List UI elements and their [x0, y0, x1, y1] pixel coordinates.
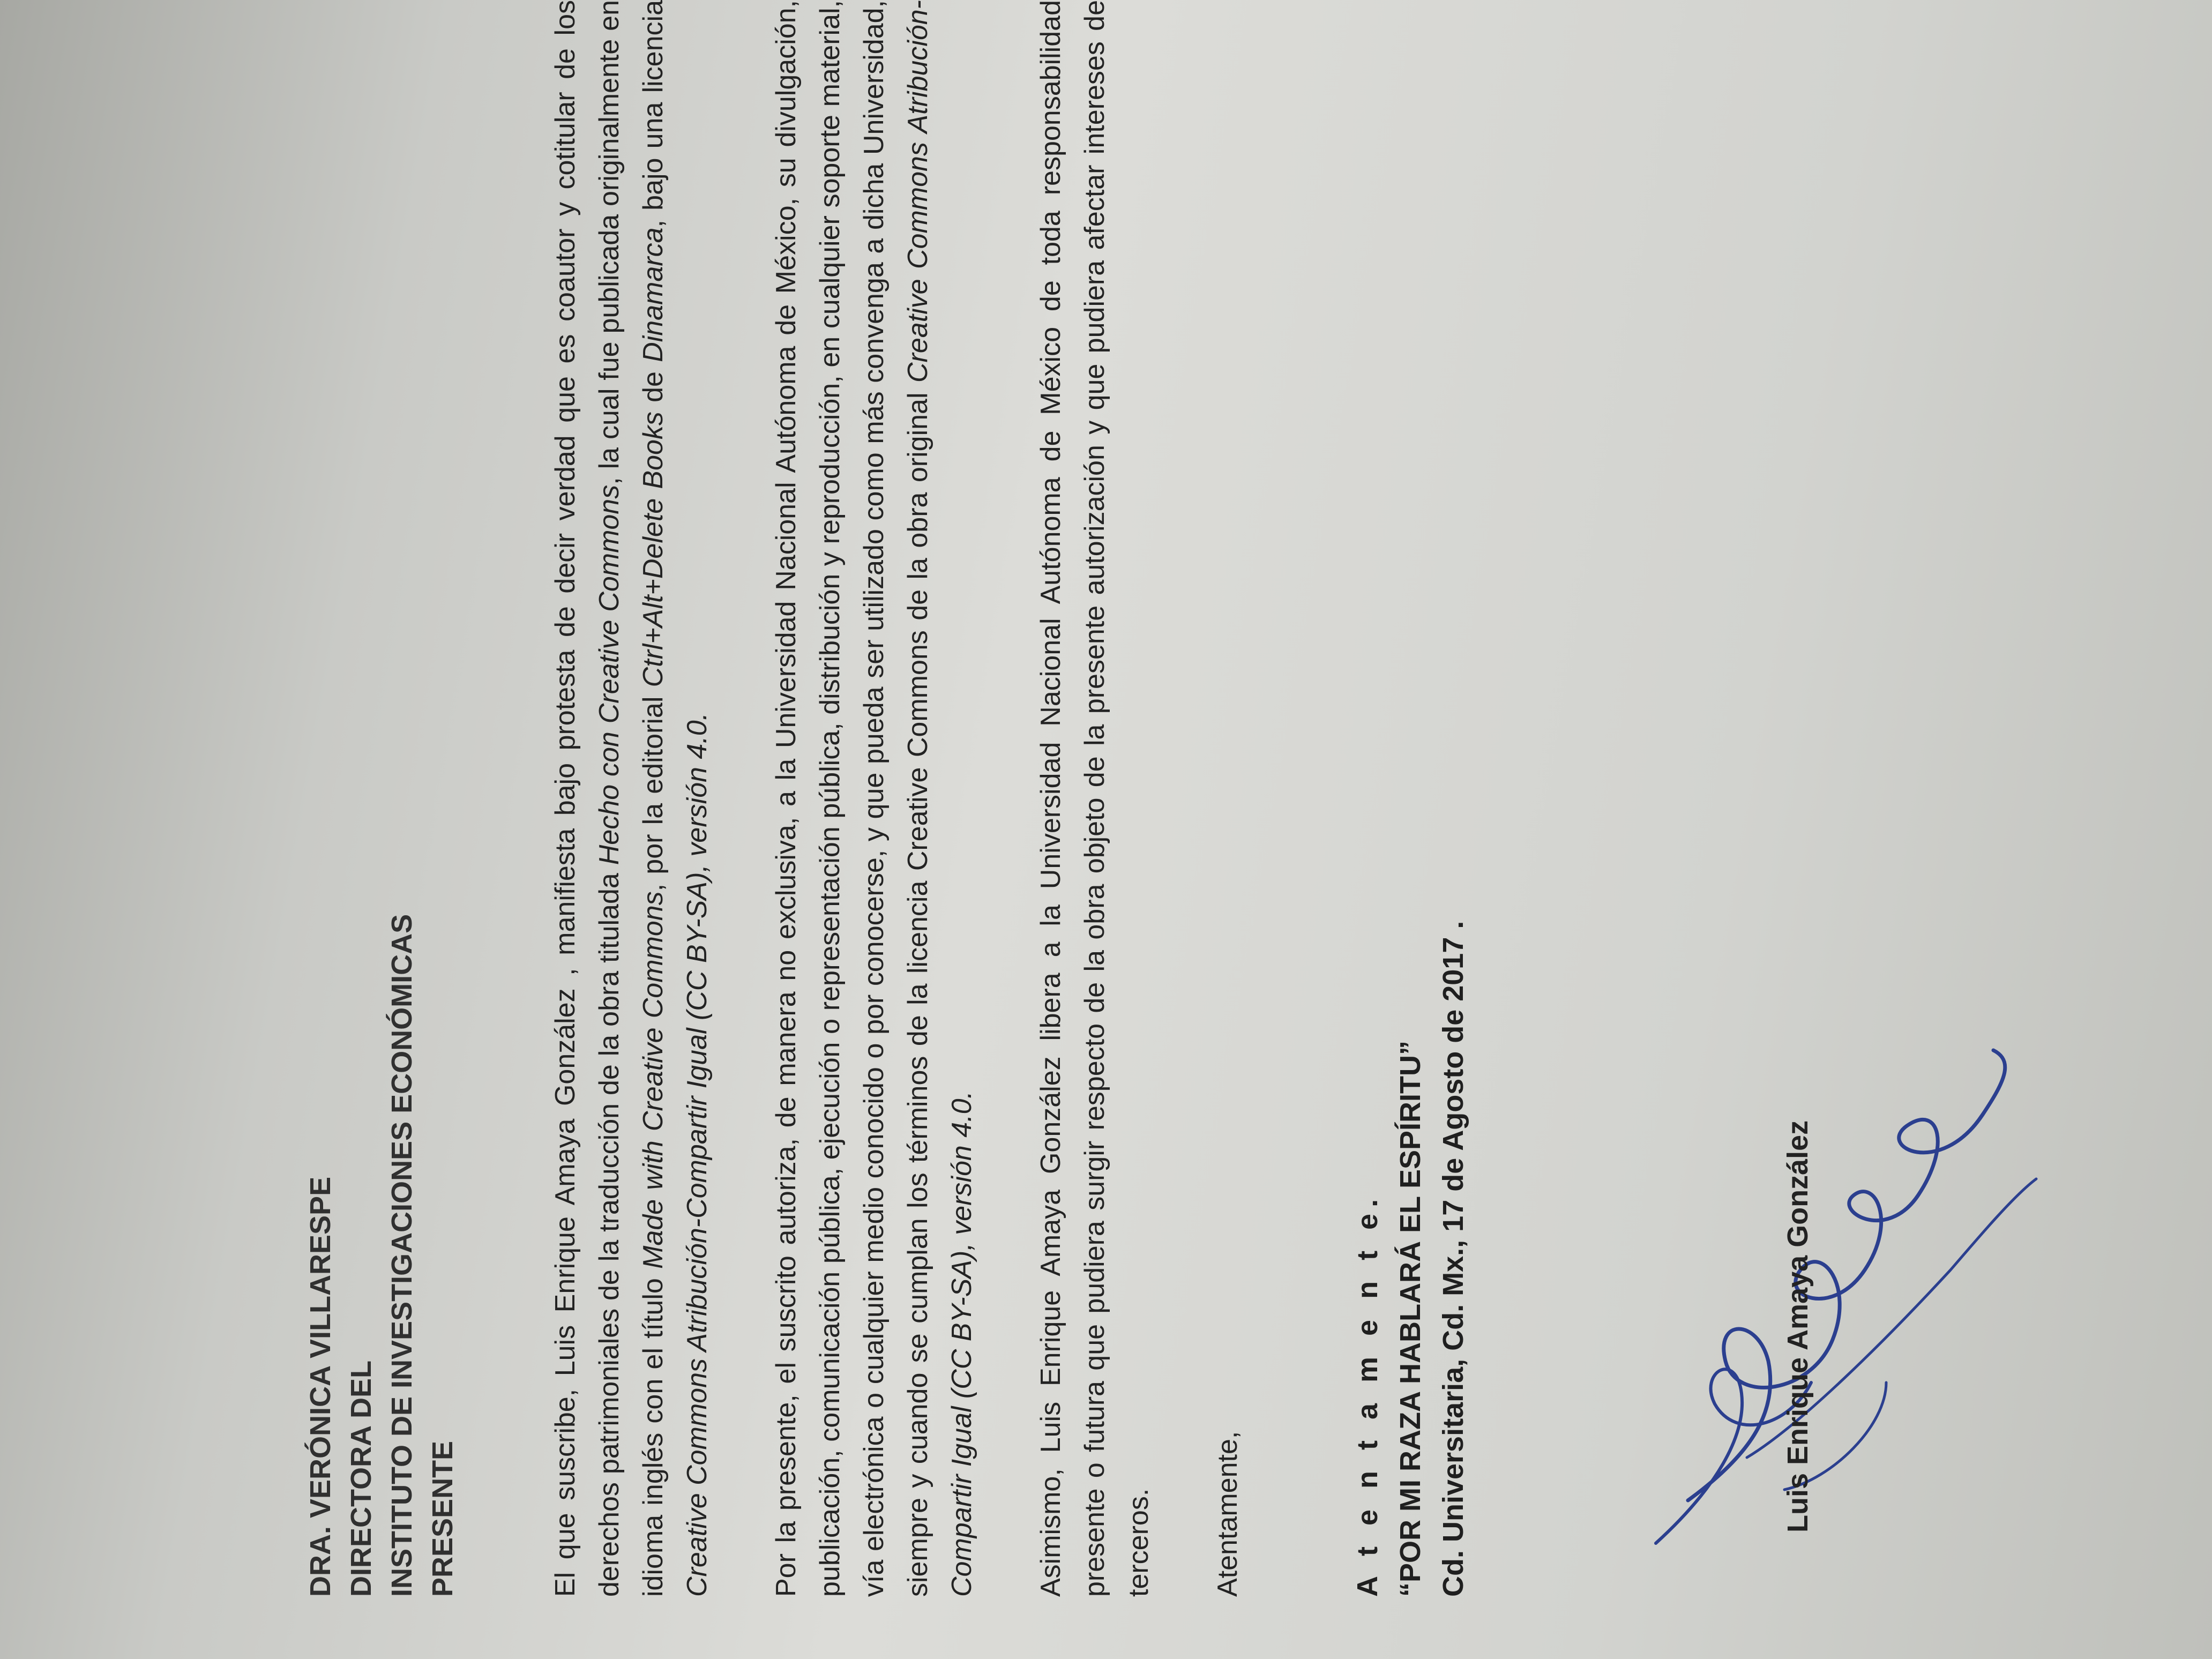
recipient-block: [300, 0, 463, 1597]
paragraph-liability: Asimismo, Luis Enrique Amaya González libera a la Universidad Nacional Autónoma de México de toda responsabilidad presente o futura que pudiera surgir respecto de la obra objeto de la presente autorización y que pudiera afectar intereses de terceros.: [1035, 0, 1154, 1597]
p2-license: Creative Commons Atribución-Compartir Igual (CC BY-SA), versión 4.0.: [902, 0, 977, 1597]
paragraph-declaration: [543, 0, 719, 1597]
p2-text-a: Por la presente, el suscrito autoriza, de manera no exclusiva, a la Universidad Nacional Autónoma de México, su divulgación, publicación, comunicación pública, ejecución o representación pública, distribución y reproducción, en cualquier soporte material, vía electrónica o cualquier medio conocido o por conocerse, y que pueda ser utilizado como más convenga a dicha Universidad, siempre y cuando se cumplan los términos de la licencia Creative Commons de la obra original: [771, 0, 933, 1597]
motto-atentamente: A t e n t a m e n t e.: [1351, 1192, 1384, 1597]
signer-name: Luis Enrique Amaya González: [1782, 1120, 1814, 1533]
p1-text-g: de: [638, 362, 669, 412]
recipient-institute: INSTITUTO DE INVESTIGACIONES ECONÓMICAS: [386, 914, 418, 1597]
paragraph-authorization: [764, 0, 984, 1597]
p1-license: Creative Commons Atribución-Compartir Igual (CC BY-SA), versión 4.0.: [682, 712, 713, 1597]
p1-text-c: , la cual fue publicada originalmente en idioma inglés con el título: [594, 0, 669, 1597]
handwritten-signature: [1608, 1018, 2090, 1554]
p1-title-es: Hecho con Creative Commons: [594, 484, 625, 865]
motto-place-date: Cd. Universitaria, Cd. Mx., 17 de Agosto de 2017 .: [1437, 921, 1469, 1597]
p1-title-en: Made with Creative Commons: [638, 891, 669, 1269]
closing-line: Atentamente,: [1212, 1431, 1243, 1597]
p1-text-a: El que suscribe, Luis Enrique Amaya González , manifiesta bajo protesta de decir verdad que es coautor y cotitular de los derechos patrimoniales de la traducción de la obra titulada: [550, 0, 625, 1597]
motto-block: [1346, 0, 1475, 1597]
recipient-presente: PRESENTE: [427, 1440, 459, 1597]
letter-body: [300, 0, 1475, 1597]
recipient-role: DIRECTORA DEL: [345, 1360, 377, 1597]
p1-country: Dinamarca: [638, 227, 669, 362]
p1-text-e: , por la editorial: [638, 687, 669, 892]
p1-publisher: Ctrl+Alt+Delete Books: [638, 412, 669, 687]
p1-text-i: , bajo una licencia: [638, 0, 669, 228]
recipient-name: DRA. VERÓNICA VILLARESPE: [304, 1176, 337, 1597]
motto-slogan: “POR MI RAZA HABLARÁ EL ESPÍRITU”: [1394, 1040, 1426, 1597]
